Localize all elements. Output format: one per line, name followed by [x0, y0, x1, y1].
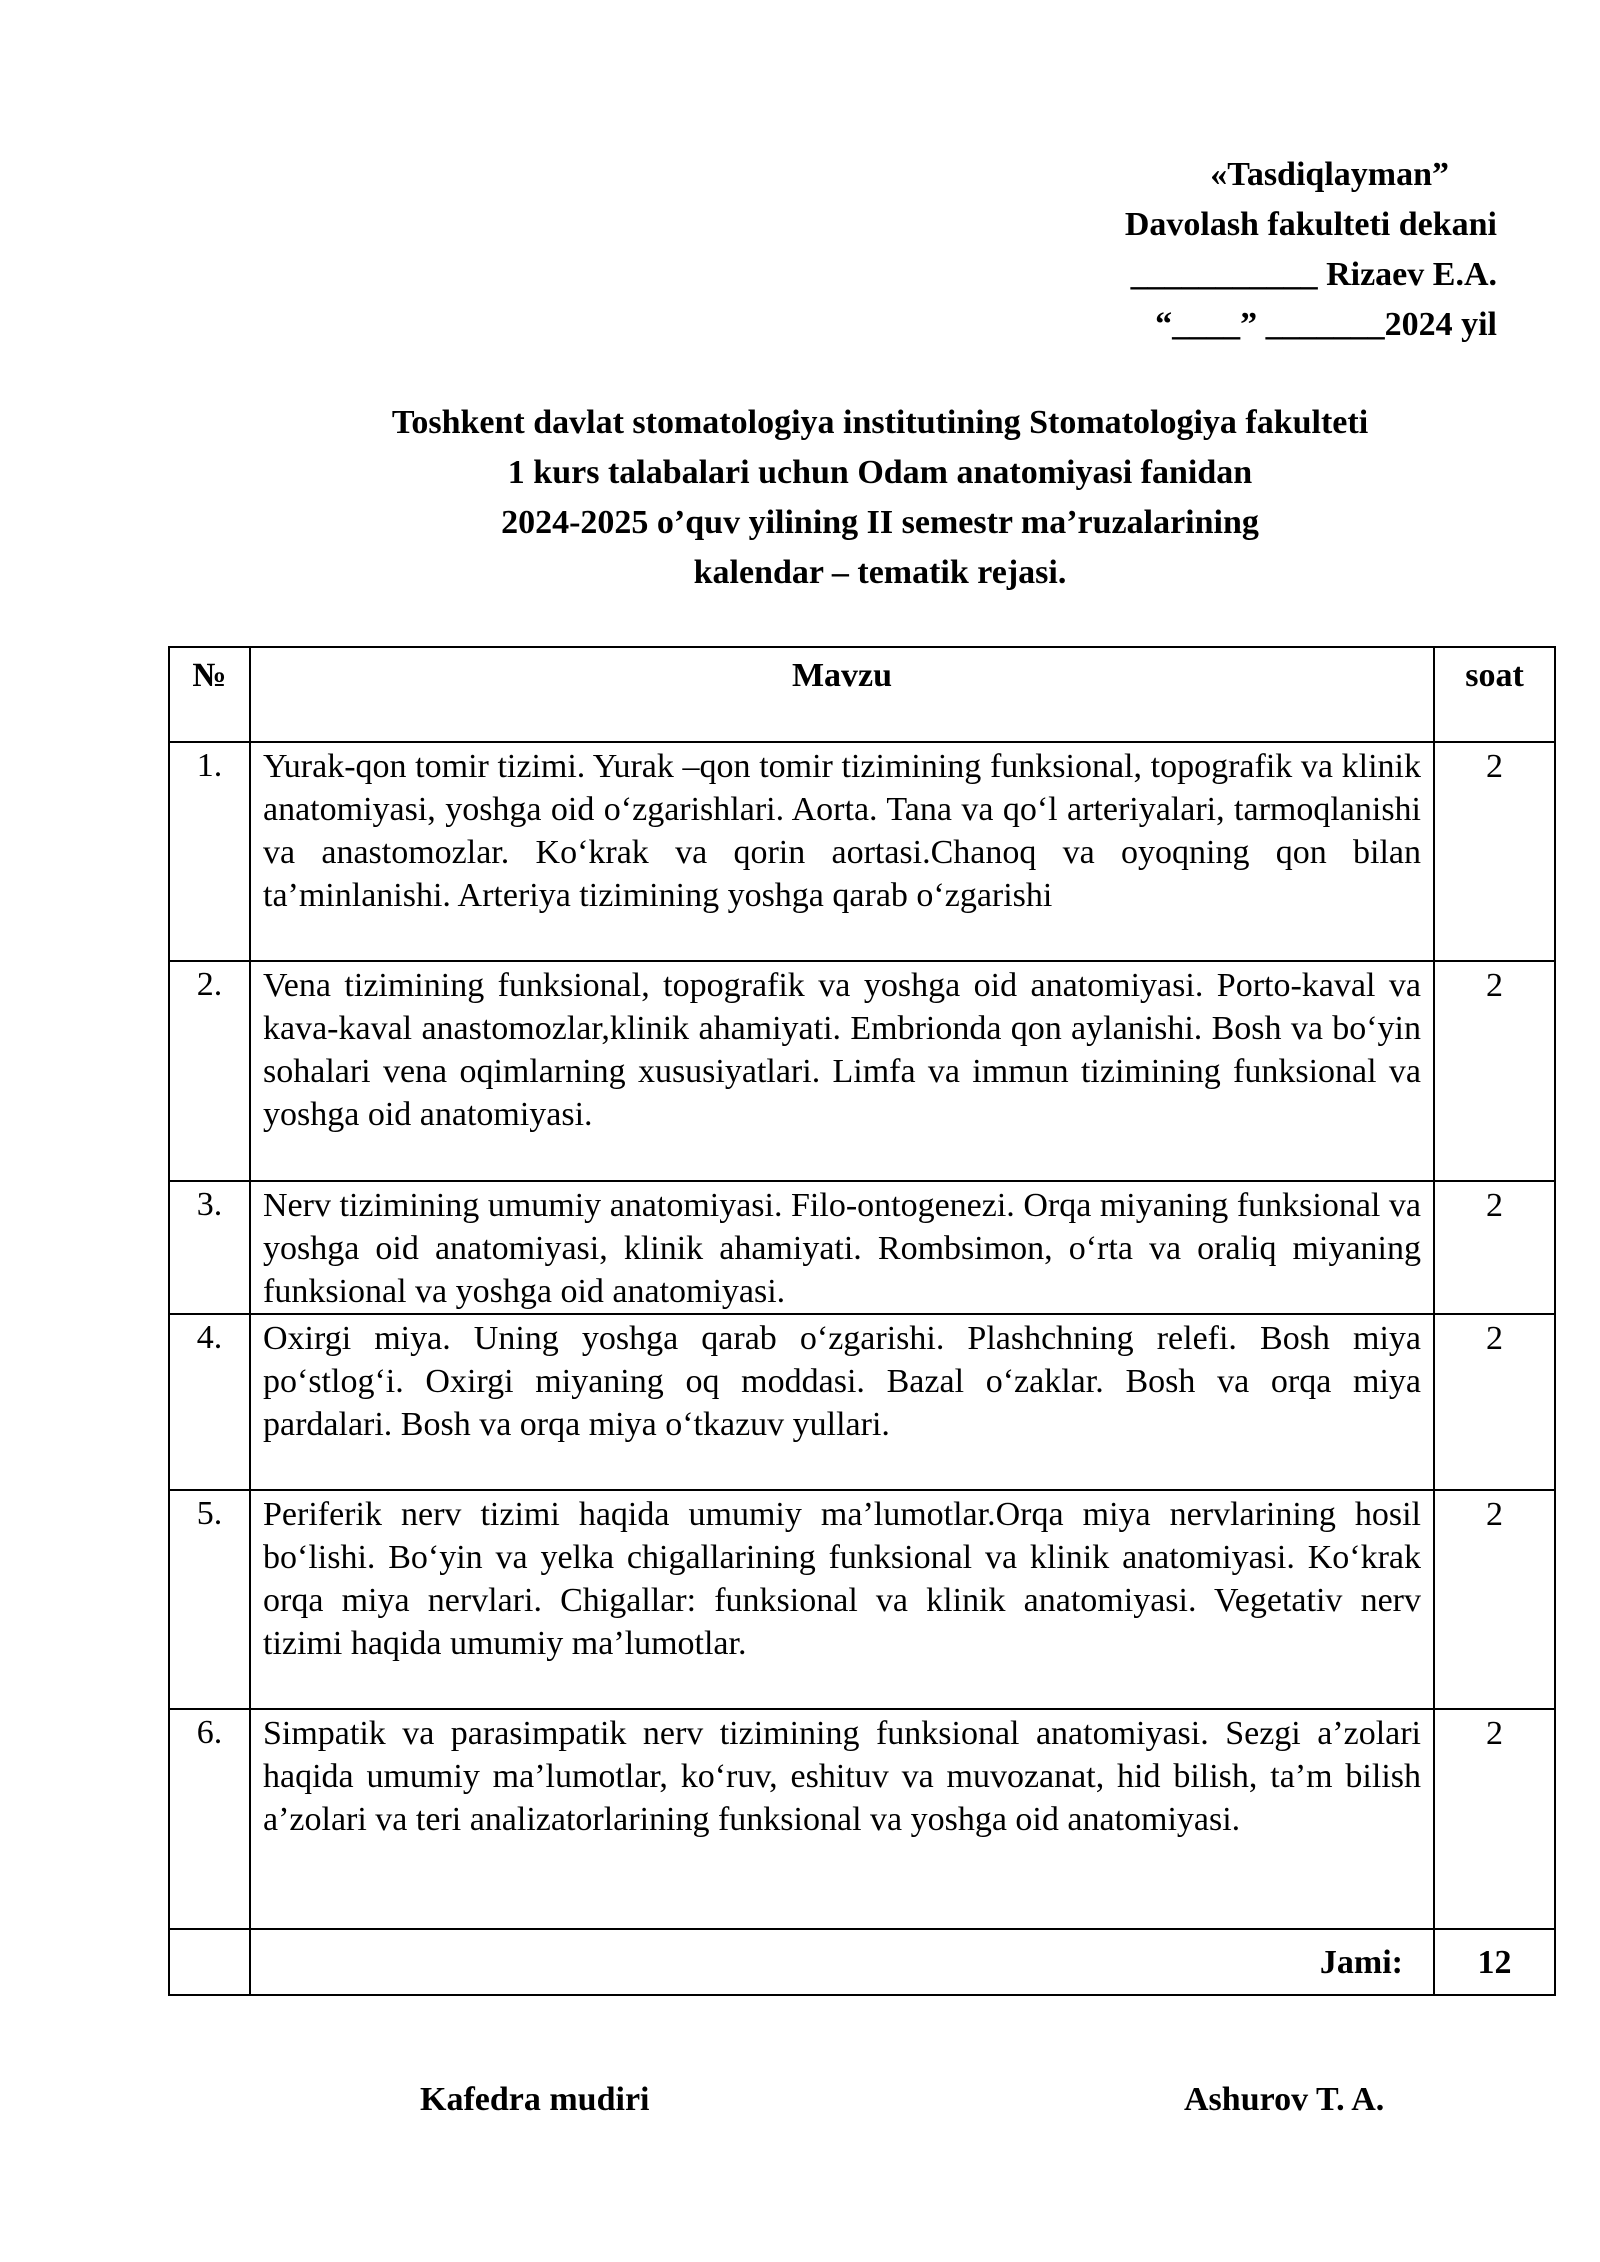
approval-signatory: ___________ Rizaev E.A. — [1130, 256, 1497, 293]
header-hours: soat — [1434, 647, 1555, 742]
row-topic: Oxirgi miya. Uning yoshga qarab o‘zgarishi. Plashchning relefi. Bosh miya po‘stlog‘i. Oxirgi miyaning oq moddasi. Bazal o‘zaklar. Bosh va orqa miya pardalari. Bosh va orqa miya o‘tkazuv yullari. — [250, 1314, 1434, 1490]
header-topic: Mavzu — [250, 647, 1434, 742]
row-topic: Nerv tizimining umumiy anatomiyasi. Filo-ontogenezi. Orqa miyaning funksional va yoshga oid anatomiyasi, klinik ahamiyati. Rombsimon, o‘rta va oraliq miyaning funksional va yoshga oid anatomiyasi. — [250, 1181, 1434, 1314]
row-topic: Yurak-qon tomir tizimi. Yurak –qon tomir tizimining funksional, topografik va klinik anatomiyasi, yoshga oid o‘zgarishlari. Aorta. Tana va qo‘l arteriyalari, tarmoqlanishi va anastomozlar. Ko‘krak va qorin aortasi.Chanoq va oyoqning qon bilan ta’minlanishi. Arteriya tizimining yoshga qarab o‘zgarishi — [250, 742, 1434, 961]
row-hours: 2 — [1434, 1709, 1555, 1929]
row-topic: Vena tizimining funksional, topografik va yoshga oid anatomiyasi. Porto-kaval va kava-kaval anastomozlar,klinik ahamiyati. Embrionda qon aylanishi. Bosh va bo‘yin sohalari vena oqimlarning xususiyatlari. Limfa va immun tizimining funksional va yoshga oid anatomiyasi. — [250, 961, 1434, 1181]
table-row — [169, 742, 1555, 961]
table-row — [169, 1709, 1555, 1929]
table-row — [169, 961, 1555, 1181]
approval-date: “____” _______2024 yil — [1155, 306, 1497, 343]
row-topic: Periferik nerv tizimi haqida umumiy ma’lumotlar.Orqa miya nervlarining hosil bo‘lishi. Bo‘yin va yelka chigallarining funksional va klinik anatomiyasi. Ko‘krak orqa miya nervlari. Chigallar: funksional va klinik anatomiyasi. Vegetativ nerv tizimi haqida umumiy ma’lumotlar. — [250, 1490, 1434, 1709]
signature-position: Kafedra mudiri — [420, 2081, 650, 2118]
signature-name: Ashurov T. A. — [1184, 2081, 1385, 2118]
table-header-row — [169, 647, 1555, 742]
heading-line: Toshkent davlat stomatologiya institutining Stomatologiya fakulteti — [391, 404, 1369, 441]
row-hours: 2 — [1434, 742, 1555, 961]
header-number: № — [169, 647, 250, 742]
table-total-row — [169, 1929, 1555, 1995]
approval-position: Davolash fakulteti dekani — [1124, 206, 1497, 243]
row-number: 2. — [169, 961, 250, 1181]
row-hours: 2 — [1434, 1314, 1555, 1490]
approval-block — [1125, 150, 1497, 350]
row-topic: Simpatik va parasimpatik nerv tizimining funksional anatomiyasi. Sezgi a’zolari haqida umumiy ma’lumotlar, ko‘ruv, eshituv va muvozanat, hid bilish, ta’m bilish a’zolari va teri analizatorlarining funksional va yoshga oid anatomiyasi. — [250, 1709, 1434, 1929]
table-row — [169, 1181, 1555, 1314]
heading-line: 2024-2025 o’quv yilining II semestr ma’ruzalarining — [501, 504, 1259, 541]
row-hours: 2 — [1434, 961, 1555, 1181]
row-number: 5. — [169, 1490, 250, 1709]
table-row — [169, 1490, 1555, 1709]
row-hours: 2 — [1434, 1490, 1555, 1709]
heading-line: kalendar – tematik rejasi. — [693, 554, 1067, 591]
heading-line: 1 kurs talabalari uchun Odam anatomiyasi fanidan — [507, 454, 1253, 491]
row-hours: 2 — [1434, 1181, 1555, 1314]
table-row — [169, 1314, 1555, 1490]
document-heading — [0, 398, 1600, 598]
row-number: 3. — [169, 1181, 250, 1314]
total-label: Jami: — [250, 1929, 1434, 1995]
total-value: 12 — [1434, 1929, 1555, 1995]
total-empty-cell — [169, 1929, 250, 1995]
thematic-plan-table — [168, 646, 1556, 1996]
row-number: 4. — [169, 1314, 250, 1490]
row-number: 6. — [169, 1709, 250, 1929]
approval-title: «Tasdiqlayman” — [1210, 156, 1449, 193]
row-number: 1. — [169, 742, 250, 961]
